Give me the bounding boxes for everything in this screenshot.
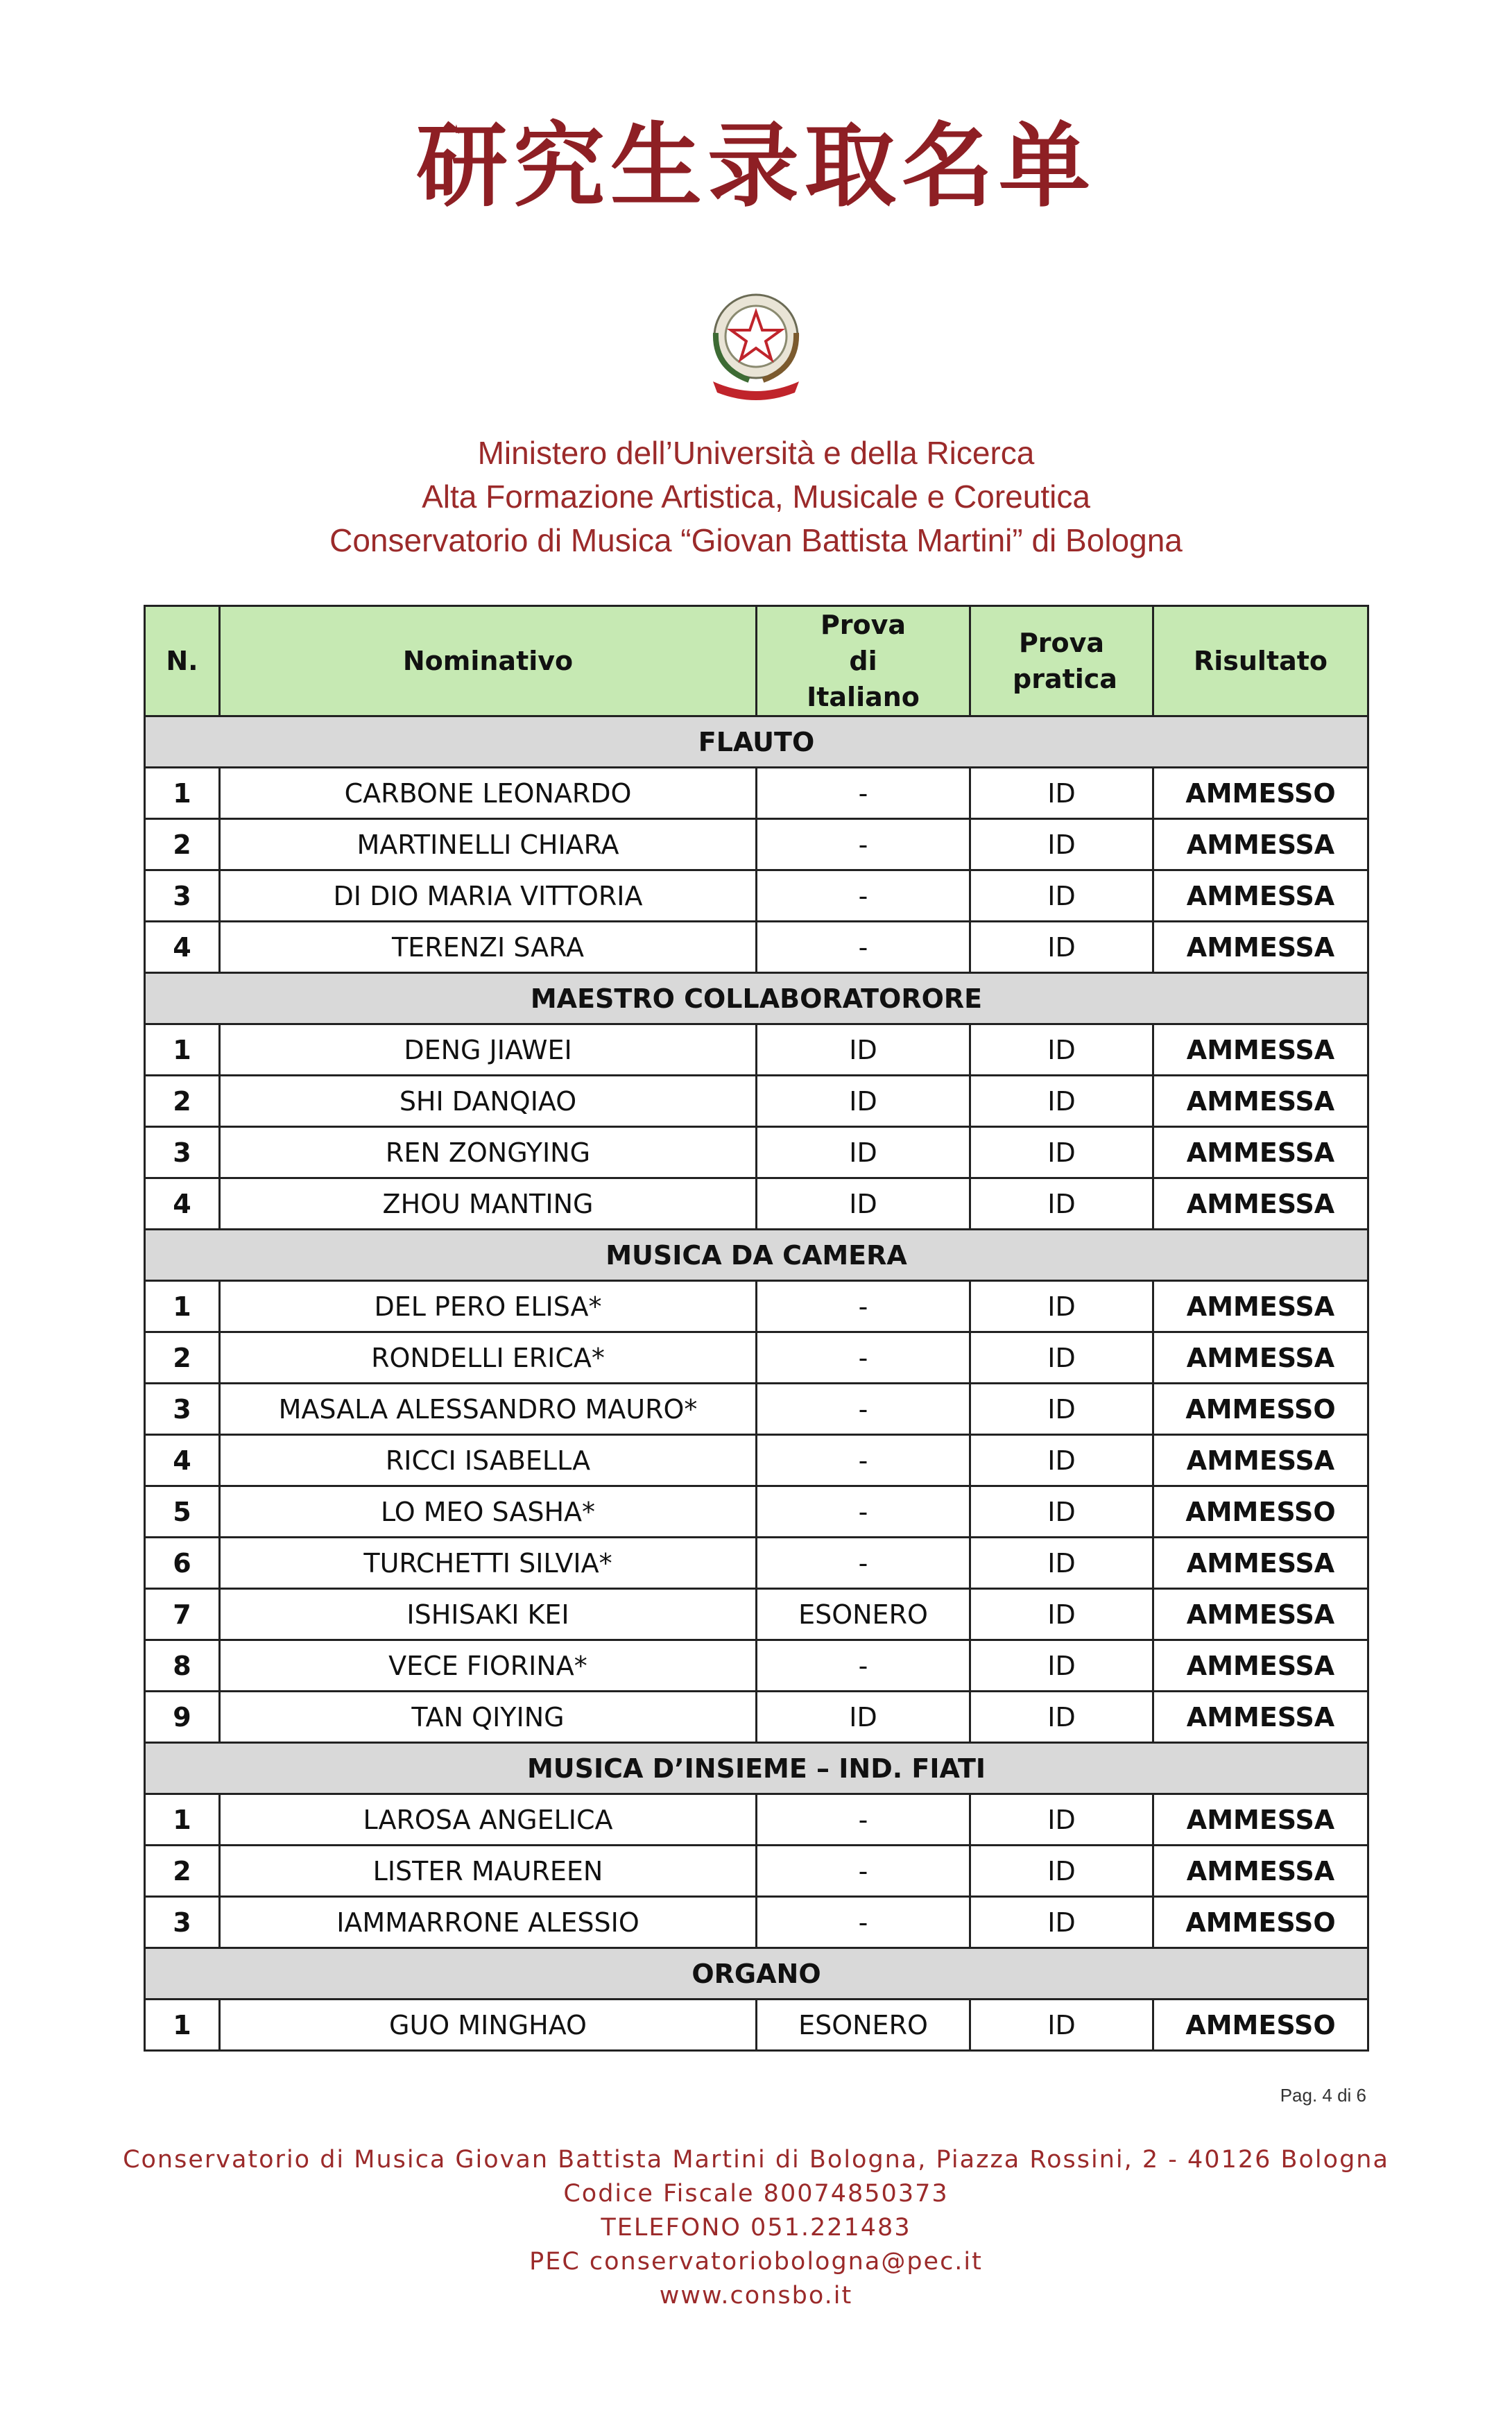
row-result: AMMESSA: [1153, 1794, 1368, 1846]
row-practical: ID: [970, 1435, 1153, 1486]
row-name: CARBONE LEONARDO: [220, 768, 757, 819]
row-name: RICCI ISABELLA: [220, 1435, 757, 1486]
row-number: 2: [145, 1846, 220, 1897]
row-result: AMMESSA: [1153, 1178, 1368, 1230]
row-number: 4: [145, 922, 220, 973]
row-number: 4: [145, 1178, 220, 1230]
table-row: [145, 1692, 1368, 1743]
page-number: Pag. 4 di 6: [1280, 2085, 1366, 2106]
section-row: [145, 973, 1368, 1024]
row-practical: ID: [970, 1538, 1153, 1589]
section-title: ORGANO: [145, 1948, 1368, 2000]
row-name: DI DIO MARIA VITTORIA: [220, 870, 757, 922]
row-practical: ID: [970, 1332, 1153, 1384]
row-practical: ID: [970, 1640, 1153, 1692]
row-number: 2: [145, 819, 220, 870]
col-header-result: Risultato: [1153, 606, 1368, 716]
row-number: 6: [145, 1538, 220, 1589]
italian-republic-emblem-icon: [701, 284, 811, 402]
row-number: 3: [145, 1127, 220, 1178]
row-practical: ID: [970, 768, 1153, 819]
row-result: AMMESSA: [1153, 1332, 1368, 1384]
row-practical: ID: [970, 1127, 1153, 1178]
ministry-title: Ministero dell’Università e della Ricerca: [477, 435, 1035, 471]
section-row: [145, 1230, 1368, 1281]
table-row: [145, 768, 1368, 819]
section-title: MAESTRO COLLABORATORORE: [145, 973, 1368, 1024]
row-result: AMMESSA: [1153, 1024, 1368, 1076]
row-number: 3: [145, 1897, 220, 1948]
table-row: [145, 1024, 1368, 1076]
row-number: 1: [145, 1024, 220, 1076]
row-italian: -: [757, 1486, 970, 1538]
row-italian: -: [757, 1281, 970, 1332]
row-practical: ID: [970, 922, 1153, 973]
row-practical: ID: [970, 1486, 1153, 1538]
row-italian: -: [757, 1538, 970, 1589]
row-number: 3: [145, 1384, 220, 1435]
row-italian: ID: [757, 1024, 970, 1076]
row-italian: -: [757, 1640, 970, 1692]
row-practical: ID: [970, 1384, 1153, 1435]
table-row: [145, 1127, 1368, 1178]
col-header-name: Nominativo: [220, 606, 757, 716]
col-header-number: N.: [145, 606, 220, 716]
row-practical: ID: [970, 1692, 1153, 1743]
row-number: 2: [145, 1076, 220, 1127]
row-result: AMMESSO: [1153, 1897, 1368, 1948]
row-name: SHI DANQIAO: [220, 1076, 757, 1127]
row-italian: -: [757, 922, 970, 973]
row-result: AMMESSO: [1153, 1384, 1368, 1435]
row-number: 1: [145, 1794, 220, 1846]
afam-subtitle: Alta Formazione Artistica, Musicale e Coreutica: [422, 479, 1090, 515]
row-italian: -: [757, 1794, 970, 1846]
row-result: AMMESSA: [1153, 1127, 1368, 1178]
row-name: TAN QIYING: [220, 1692, 757, 1743]
row-number: 3: [145, 870, 220, 922]
row-number: 9: [145, 1692, 220, 1743]
row-name: LAROSA ANGELICA: [220, 1794, 757, 1846]
row-result: AMMESSA: [1153, 922, 1368, 973]
row-result: AMMESSA: [1153, 1640, 1368, 1692]
row-practical: ID: [970, 2000, 1153, 2051]
table-row: [145, 922, 1368, 973]
row-name: LISTER MAUREEN: [220, 1846, 757, 1897]
table-row: [145, 1846, 1368, 1897]
row-practical: ID: [970, 1846, 1153, 1897]
row-result: AMMESSA: [1153, 1281, 1368, 1332]
table-row: [145, 1384, 1368, 1435]
table-row: [145, 1897, 1368, 1948]
footer-address: Conservatorio di Musica Giovan Battista Martini di Bologna, Piazza Rossini, 2 - 40126 Bologna: [123, 2146, 1389, 2174]
row-result: AMMESSO: [1153, 1486, 1368, 1538]
row-practical: ID: [970, 1897, 1153, 1948]
row-number: 4: [145, 1435, 220, 1486]
row-result: AMMESSA: [1153, 1076, 1368, 1127]
table-row: [145, 1640, 1368, 1692]
row-result: AMMESSO: [1153, 768, 1368, 819]
section-title: FLAUTO: [145, 716, 1368, 768]
table-row: [145, 1076, 1368, 1127]
row-italian: ID: [757, 1076, 970, 1127]
row-name: TURCHETTI SILVIA*: [220, 1538, 757, 1589]
table-row: [145, 1486, 1368, 1538]
row-result: AMMESSA: [1153, 1846, 1368, 1897]
section-title: MUSICA D’INSIEME – IND. FIATI: [145, 1743, 1368, 1794]
row-practical: ID: [970, 1076, 1153, 1127]
admission-table: [144, 605, 1369, 2052]
table-row: [145, 1794, 1368, 1846]
row-italian: ESONERO: [757, 2000, 970, 2051]
row-italian: ID: [757, 1692, 970, 1743]
row-italian: -: [757, 1332, 970, 1384]
row-name: VECE FIORINA*: [220, 1640, 757, 1692]
row-number: 2: [145, 1332, 220, 1384]
col-header-italian-test: Prova di Italiano: [757, 606, 970, 716]
row-practical: ID: [970, 1794, 1153, 1846]
row-number: 5: [145, 1486, 220, 1538]
row-result: AMMESSA: [1153, 819, 1368, 870]
row-name: LO MEO SASHA*: [220, 1486, 757, 1538]
table-row: [145, 1332, 1368, 1384]
footer-website-link[interactable]: www.consbo.it: [659, 2282, 853, 2310]
section-row: [145, 1948, 1368, 2000]
row-practical: ID: [970, 819, 1153, 870]
row-name: GUO MINGHAO: [220, 2000, 757, 2051]
table-row: [145, 1281, 1368, 1332]
row-name: MASALA ALESSANDRO MAURO*: [220, 1384, 757, 1435]
row-number: 1: [145, 1281, 220, 1332]
table-row: [145, 870, 1368, 922]
row-name: MARTINELLI CHIARA: [220, 819, 757, 870]
row-name: DEL PERO ELISA*: [220, 1281, 757, 1332]
row-name: ISHISAKI KEI: [220, 1589, 757, 1640]
section-row: [145, 1743, 1368, 1794]
table-row: [145, 1178, 1368, 1230]
row-practical: ID: [970, 1281, 1153, 1332]
footer-tax-code: Codice Fiscale 80074850373: [563, 2180, 949, 2208]
row-practical: ID: [970, 1024, 1153, 1076]
row-result: AMMESSA: [1153, 1692, 1368, 1743]
table-row: [145, 2000, 1368, 2051]
row-result: AMMESSA: [1153, 870, 1368, 922]
row-italian: ID: [757, 1178, 970, 1230]
col-header-practical-test: Prova pratica: [970, 606, 1153, 716]
conservatory-name: Conservatorio di Musica “Giovan Battista Martini” di Bologna: [329, 522, 1183, 558]
table-header-row: [145, 606, 1368, 716]
row-result: AMMESSA: [1153, 1589, 1368, 1640]
row-practical: ID: [970, 870, 1153, 922]
row-italian: -: [757, 1846, 970, 1897]
row-practical: ID: [970, 1589, 1153, 1640]
row-name: REN ZONGYING: [220, 1127, 757, 1178]
footer-phone: TELEFONO 051.221483: [601, 2214, 911, 2242]
table-row: [145, 1589, 1368, 1640]
row-result: AMMESSA: [1153, 1435, 1368, 1486]
row-result: AMMESSO: [1153, 2000, 1368, 2051]
row-name: ZHOU MANTING: [220, 1178, 757, 1230]
table-row: [145, 819, 1368, 870]
banner-title: 研究生录取名单: [416, 113, 1096, 220]
row-name: DENG JIAWEI: [220, 1024, 757, 1076]
table-row: [145, 1435, 1368, 1486]
row-number: 1: [145, 2000, 220, 2051]
footer-pec: PEC conservatoriobologna@pec.it: [529, 2248, 983, 2276]
row-italian: -: [757, 1384, 970, 1435]
row-result: AMMESSA: [1153, 1538, 1368, 1589]
row-italian: -: [757, 768, 970, 819]
section-row: [145, 716, 1368, 768]
row-italian: ID: [757, 1127, 970, 1178]
section-title: MUSICA DA CAMERA: [145, 1230, 1368, 1281]
row-italian: -: [757, 819, 970, 870]
table-row: [145, 1538, 1368, 1589]
row-name: TERENZI SARA: [220, 922, 757, 973]
row-name: IAMMARRONE ALESSIO: [220, 1897, 757, 1948]
row-name: RONDELLI ERICA*: [220, 1332, 757, 1384]
row-practical: ID: [970, 1178, 1153, 1230]
row-number: 7: [145, 1589, 220, 1640]
row-number: 8: [145, 1640, 220, 1692]
row-italian: -: [757, 870, 970, 922]
row-italian: -: [757, 1435, 970, 1486]
row-italian: ESONERO: [757, 1589, 970, 1640]
row-italian: -: [757, 1897, 970, 1948]
row-number: 1: [145, 768, 220, 819]
